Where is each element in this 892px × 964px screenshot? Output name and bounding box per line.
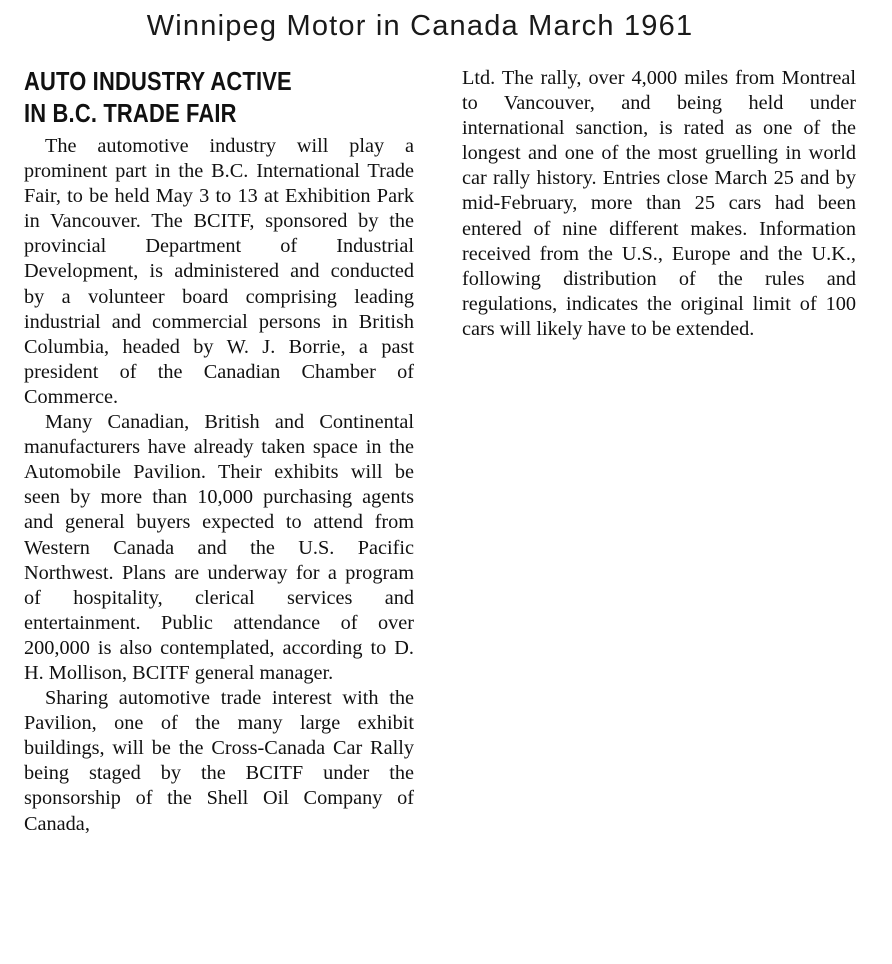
article-headline — [24, 66, 420, 130]
article-column-left — [24, 66, 414, 837]
article-paragraph-2: Many Canadian, British and Continental manufacturers have already taken space in the Automobile Pavilion. Their exhibits will be seen by more than 10,000 purchasing agents and general buyers expected to attend from Western Canada and the U.S. Pacific Northwest. Plans are underway for a program of hospitality, clerical services and entertainment. Public attendance of over 200,000 is also contemplated, according to D. H. Mollison, BCITF general manager. — [24, 411, 414, 684]
article-paragraph-continuation: Ltd. The rally, over 4,000 miles from Montreal to Vancouver, and being held under international sanction, is rated as one of the longest and one of the most gruelling in world car rally history. Entries close March 25 and by mid-February, more than 25 cars had been entered of nine different makes. Information received from the U.S., Europe and the U.K., following distribution of the rules and regulations, indicates the original limit of 100 cars will likely have to be extended. — [462, 67, 856, 340]
article-paragraph-1: The automotive industry will play a prominent part in the B.C. International Trade Fair, to be held May 3 to 13 at Exhibition Park in Vancouver. The BCITF, sponsored by the provincial Department of Industrial Development, is administered and conducted by a volunteer board comprising leading industrial and commercial persons in British Columbia, headed by W. J. Borrie, a past president of the Canadian Chamber of Commerce. — [24, 135, 414, 408]
headline-line-2: IN B.C. TRADE FAIR — [24, 100, 237, 128]
headline-line-1: AUTO INDUSTRY ACTIVE — [24, 68, 292, 96]
article-paragraph-3: Sharing automotive trade interest with the Pavilion, one of the many large exhibit buildings, will be the Cross-Canada Car Rally being staged by the BCITF under the sponsorship of the Shell Oil Company of Canada, — [24, 687, 414, 835]
article-column-right — [462, 66, 856, 342]
page-caption: Winnipeg Motor in Canada March 1961 — [146, 10, 694, 42]
